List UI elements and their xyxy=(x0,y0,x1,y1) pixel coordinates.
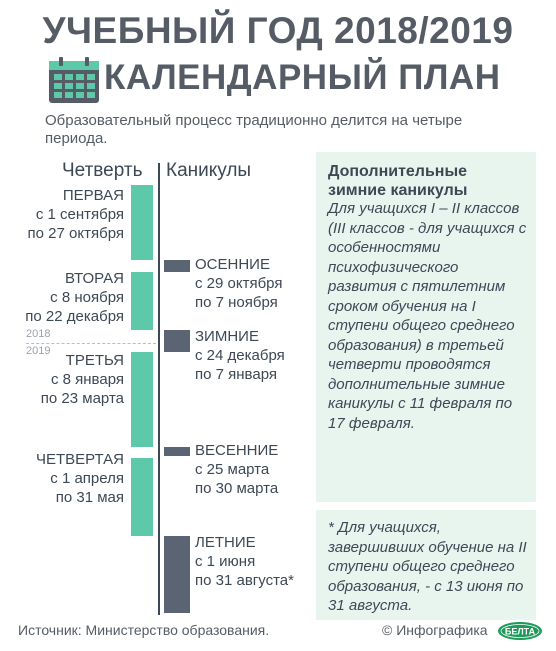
extra-holidays-title: Дополнительные зимние каникулы xyxy=(328,163,468,199)
year-label-2019: 2019 xyxy=(26,345,51,357)
holiday-summer-to: по 31 августа* xyxy=(195,572,294,589)
quarter-1-name: ПЕРВАЯ xyxy=(62,187,124,204)
holiday-winter-from: с 24 декабря xyxy=(195,347,285,364)
quarter-4-to: по 31 мая xyxy=(55,489,124,506)
quarter-2-to: по 22 декабря xyxy=(25,308,124,325)
quarters-column-header: Четверть xyxy=(62,160,143,181)
extra-holidays-body: Для учащихся I – II классов (III классов - для учащихся с особенностями психофизического развития с пятилетним сроком обучения на I ступени общего среднего образования) в третьей четверти проводятся дополнительные зимние каникулы с 11 февраля по 17 февраля. xyxy=(328,200,527,432)
source-text: Источник: Министерство образования. xyxy=(18,622,270,638)
holiday-bar-autumn xyxy=(164,260,190,272)
year-divider xyxy=(26,343,156,344)
holiday-summer xyxy=(195,533,294,590)
quarter-bar-3 xyxy=(131,352,153,447)
quarter-bar-1 xyxy=(131,185,153,260)
quarter-4-from: с 1 апреля xyxy=(50,470,124,487)
quarter-3-to: по 23 марта xyxy=(40,390,124,407)
holiday-spring-from: с 25 марта xyxy=(195,461,270,478)
holiday-summer-name: ЛЕТНИЕ xyxy=(195,534,256,551)
holiday-autumn-name: ОСЕННИЕ xyxy=(195,256,270,273)
quarter-3 xyxy=(41,351,124,408)
footnote-text: * Для учащихся, завершивших обучение на II ступени общего среднего образования, - с 13 июня по 31 августа. xyxy=(328,519,527,614)
year-label-2018: 2018 xyxy=(26,328,51,340)
timeline-axis xyxy=(158,163,160,615)
quarter-2 xyxy=(25,269,124,326)
holiday-summer-from: с 1 июня xyxy=(195,553,256,570)
holiday-winter-name: ЗИМНИЕ xyxy=(195,328,259,345)
holiday-autumn-from: с 29 октября xyxy=(195,275,283,292)
page-title: УЧЕБНЫЙ ГОД 2018/2019 xyxy=(42,10,514,51)
quarter-2-name: ВТОРАЯ xyxy=(65,270,124,287)
holiday-autumn xyxy=(195,255,282,312)
quarter-2-from: с 8 ноября xyxy=(50,289,124,306)
holiday-bar-spring xyxy=(164,447,190,456)
quarter-4 xyxy=(36,450,124,507)
holiday-autumn-to: по 7 ноября xyxy=(195,294,278,311)
holiday-spring-name: ВЕСЕННИЕ xyxy=(195,442,279,459)
quarter-bar-4 xyxy=(131,458,153,536)
quarter-3-name: ТРЕТЬЯ xyxy=(65,352,124,369)
svg-text:БЕЛТА: БЕЛТА xyxy=(504,626,536,637)
credit-text: © Инфографика xyxy=(382,622,488,638)
quarter-1-to: по 27 октября xyxy=(27,225,124,242)
quarter-1-from: с 1 сентября xyxy=(35,206,124,223)
page-subtitle: КАЛЕНДАРНЫЙ ПЛАН xyxy=(104,58,501,97)
belta-logo xyxy=(497,621,543,641)
quarter-3-from: с 8 января xyxy=(50,371,124,388)
holiday-bar-winter xyxy=(164,330,190,352)
calendar-icon xyxy=(49,57,99,103)
holiday-bar-summer xyxy=(164,536,190,613)
quarter-bar-2 xyxy=(131,272,153,330)
quarter-1 xyxy=(28,186,124,243)
intro-text: Образовательный процесс традиционно делится на четыре периода. xyxy=(45,112,463,147)
holidays-column-header: Каникулы xyxy=(166,160,252,181)
holiday-winter-to: по 7 января xyxy=(195,366,277,383)
holiday-winter xyxy=(195,327,285,384)
holiday-spring-to: по 30 марта xyxy=(195,480,279,497)
quarter-4-name: ЧЕТВЕРТАЯ xyxy=(35,451,124,468)
holiday-spring xyxy=(195,441,278,498)
